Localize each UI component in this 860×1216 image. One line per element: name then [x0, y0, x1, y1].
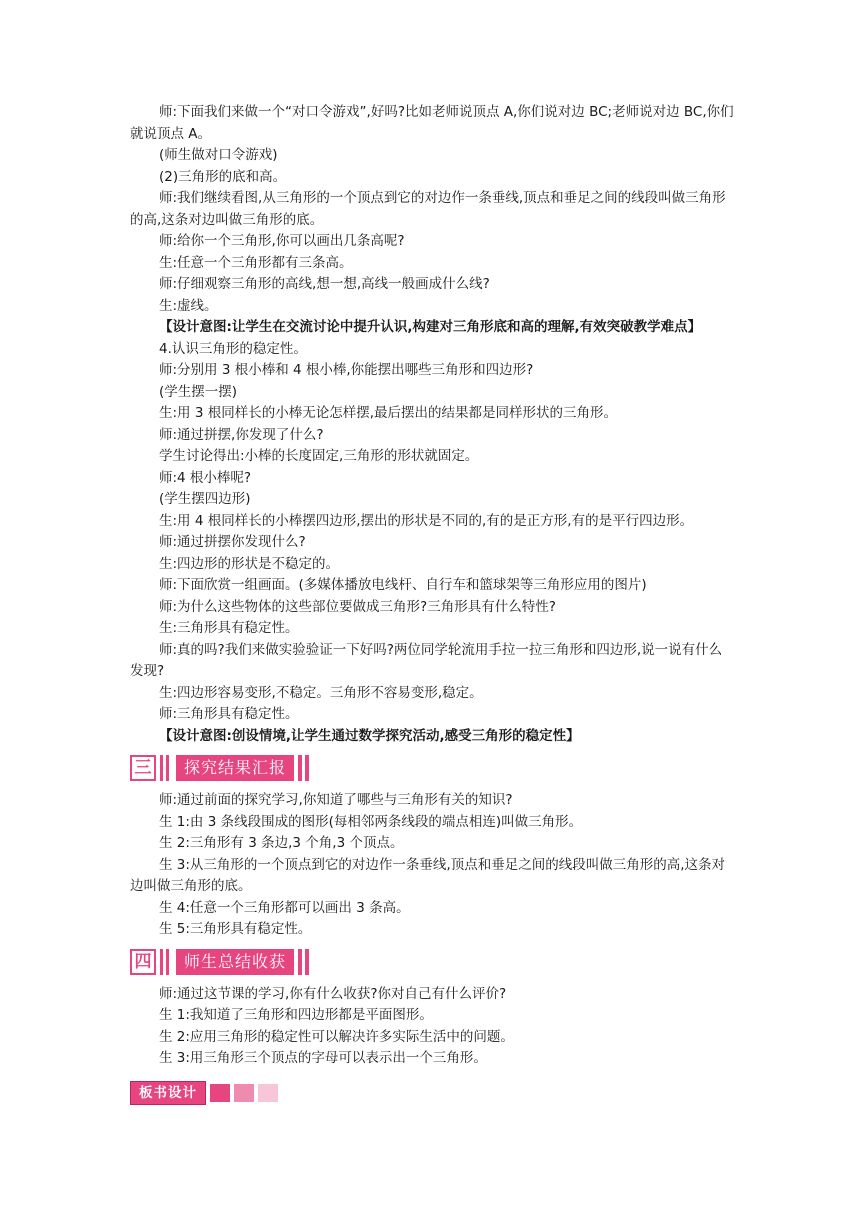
document-page [130, 102, 735, 1104]
section-header-4 [130, 949, 735, 975]
paragraph: 生 5:三角形具有稳定性。 [159, 921, 312, 937]
paragraph: 学生讨论得出:小棒的长度固定,三角形的形状就固定。 [159, 448, 479, 464]
paragraph: 师:为什么这些物体的这些部位要做成三角形?三角形具有什么特性? [159, 598, 556, 615]
paragraph: 生 3:用三角形三个顶点的字母可以表示出一个三角形。 [159, 1050, 487, 1066]
paragraph: 生:四边形容易变形,不稳定。三角形不容易变形,稳定。 [159, 684, 483, 701]
paragraph: 师:给你一个三角形,你可以画出几条高呢? [159, 233, 405, 249]
paragraph: 师:下面欣赏一组画面。(多媒体播放电线杆、自行车和篮球架等三角形应用的图片) [159, 577, 647, 593]
board-design-label: 板书设计 [130, 1081, 206, 1105]
paragraph: 生:用 4 根同样长的小棒摆四边形,摆出的形状是不同的,有的是正方形,有的是平行四边形。 [159, 512, 694, 529]
paragraph: 生 1:由 3 条线段围成的图形(每相邻两条线段的端点相连)叫做三角形。 [159, 813, 583, 830]
paragraph: 师:仔细观察三角形的高线,想一想,高线一般画成什么线? [159, 276, 490, 292]
decor-square-icon [234, 1084, 254, 1102]
decor-bars-icon [160, 755, 172, 781]
decor-bars-icon [160, 949, 172, 975]
board-design-header [130, 1082, 735, 1104]
paragraph: 师:分别用 3 根小棒和 4 根小棒,你能摆出哪些三角形和四边形? [159, 362, 534, 378]
decor-square-icon [258, 1084, 278, 1102]
paragraph: 4.认识三角形的稳定性。 [159, 340, 307, 357]
paragraph: 师:通过拼摆你发现什么? [159, 534, 306, 550]
design-intent: 【设计意图:创设情境,让学生通过数学探究活动,感受三角形的稳定性】 [159, 727, 580, 744]
paragraph: 生 2:应用三角形的稳定性可以解决许多实际生活中的问题。 [159, 1028, 514, 1045]
paragraph: 生 1:我知道了三角形和四边形都是平面图形。 [159, 1007, 433, 1023]
paragraph: 生 2:三角形有 3 条边,3 个角,3 个顶点。 [159, 835, 404, 851]
decor-bars-icon [298, 949, 312, 975]
paragraph: 生 3:从三角形的一个顶点到它的对边作一条垂线,顶点和垂足之间的线段叫做三角形的高,这条对边叫做三角形的底。 [130, 856, 726, 894]
paragraph: 师:下面我们来做一个“对口令游戏”,好吗?比如老师说顶点 A,你们说对边 BC;老师说对边 BC,你们就说顶点 A。 [130, 104, 734, 142]
paragraph: 师:真的吗?我们来做实验验证一下好吗?两位同学轮流用手拉一拉三角形和四边形,说一说有什么发现? [130, 641, 723, 679]
paragraph: 师:三角形具有稳定性。 [159, 706, 299, 722]
design-intent: 【设计意图:让学生在交流讨论中提升认识,构建对三角形底和高的理解,有效突破教学难点】 [159, 319, 702, 335]
section-title: 探究结果汇报 [176, 755, 294, 781]
section-header-3 [130, 755, 735, 781]
paragraph: 师:通过拼摆,你发现了什么? [159, 426, 324, 443]
section-number: 三 [130, 755, 156, 781]
paragraph: 师:通过这节课的学习,你有什么收获?你对自己有什么评价? [159, 985, 507, 1002]
paragraph: 生:三角形具有稳定性。 [159, 620, 299, 636]
paragraph: 生:任意一个三角形都有三条高。 [159, 254, 353, 271]
paragraph: 师:我们继续看图,从三角形的一个顶点到它的对边作一条垂线,顶点和垂足之间的线段叫做三角形的高,这条对边叫做三角形的底。 [130, 190, 726, 228]
paragraph: 生 4:任意一个三角形都可以画出 3 条高。 [159, 899, 410, 916]
section-number: 四 [130, 949, 156, 975]
paragraph: (2)三角形的底和高。 [159, 168, 287, 185]
paragraph: 师:4 根小棒呢? [159, 469, 252, 486]
paragraph: 师:通过前面的探究学习,你知道了哪些与三角形有关的知识? [159, 792, 513, 808]
decor-square-icon [210, 1084, 230, 1102]
section-title: 师生总结收获 [176, 949, 294, 975]
paragraph: 生:四边形的形状是不稳定的。 [159, 555, 340, 572]
paragraph: 生:虚线。 [159, 297, 218, 314]
decor-bars-icon [298, 755, 312, 781]
paragraph: (师生做对口令游戏) [159, 147, 278, 163]
paragraph: (学生摆四边形) [159, 491, 251, 507]
paragraph: 生:用 3 根同样长的小棒无论怎样摆,最后摆出的结果都是同样形状的三角形。 [159, 405, 618, 421]
paragraph: (学生摆一摆) [159, 383, 238, 400]
